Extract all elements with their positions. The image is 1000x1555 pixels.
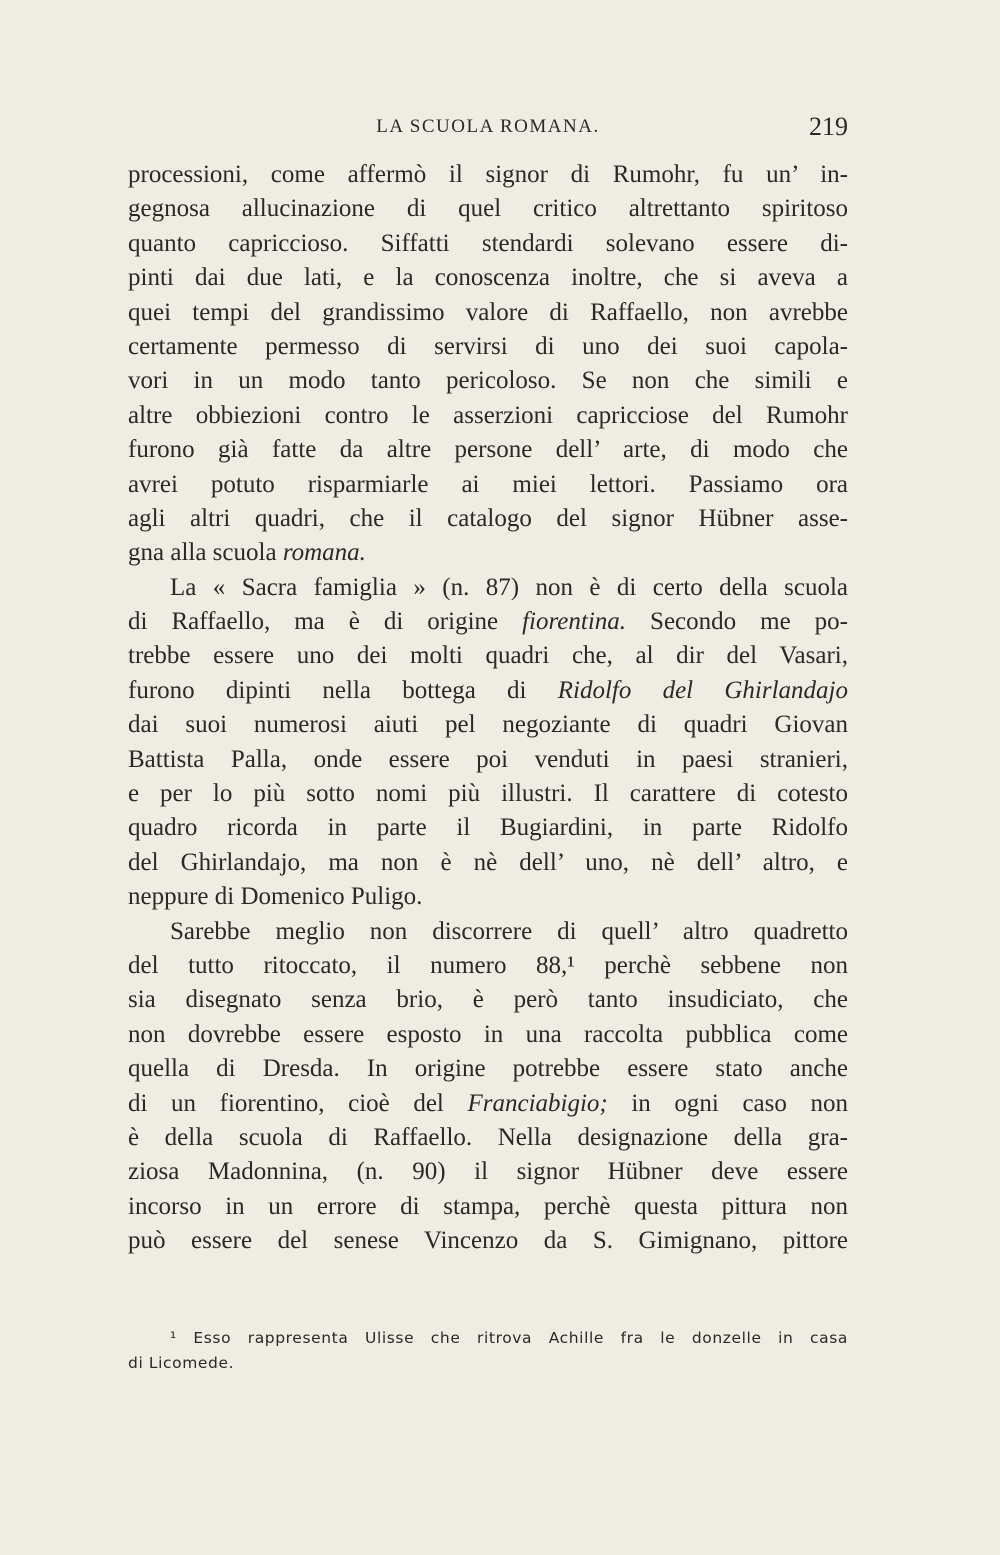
text-run: di Raffaello, ma è di origine	[128, 608, 523, 636]
text-line: è della scuola di Raffaello. Nella designazione della gra-	[128, 1123, 848, 1151]
text-line	[128, 674, 848, 708]
text-line: dai suoi numerosi aiuti pel negoziante di quadri Giovan	[128, 711, 848, 739]
body-text	[128, 158, 848, 1259]
text-line: trebbe essere uno dei molti quadri che, al dir del Vasari,	[128, 642, 848, 670]
text-line: quanto capriccioso. Siffatti stendardi solevano essere di-	[128, 229, 848, 257]
text-line: certamente permesso di servirsi di uno dei suoi capola-	[128, 332, 848, 360]
page-number: 219	[809, 112, 848, 141]
page-header	[128, 112, 848, 148]
footnote-line: di Licomede.	[128, 1354, 235, 1372]
text-line: non dovrebbe essere esposto in una raccolta pubblica come	[128, 1020, 848, 1048]
text-line: sia disegnato senza brio, è però tanto insudiciato, che	[128, 986, 848, 1014]
text-run: di un fiorentino, cioè del	[128, 1089, 468, 1117]
italic-text: fiorentina.	[522, 608, 627, 636]
text-run: furono dipinti nella bottega di	[128, 676, 558, 704]
text-line: La « Sacra famiglia » (n. 87) non è di certo della scuola	[170, 573, 848, 601]
text-line: furono già fatte da altre persone dell’ arte, di modo che	[128, 436, 848, 464]
text-line: avrei potuto risparmiarle ai miei lettori. Passiamo ora	[128, 470, 848, 498]
text-line: vori in un modo tanto pericoloso. Se non che simili e	[128, 367, 848, 395]
text-line: e per lo più sotto nomi più illustri. Il carattere di cotesto	[128, 780, 848, 808]
footnote	[128, 1326, 848, 1376]
text-line: Battista Palla, onde essere poi venduti in paesi stranieri,	[128, 745, 848, 773]
text-line	[128, 1087, 848, 1121]
text-line: quadro ricorda in parte il Bugiardini, in parte Ridolfo	[128, 814, 848, 842]
text-line: incorso in un errore di stampa, perchè questa pittura non	[128, 1192, 848, 1220]
text-line: del tutto ritoccato, il numero 88,¹ perchè sebbene non	[128, 951, 848, 979]
text-run: Secondo me po-	[626, 608, 848, 636]
text-line	[128, 605, 848, 639]
text-line: agli altri quadri, che il catalogo del signor Hübner asse-	[128, 504, 848, 532]
italic-text: Ridolfo del Ghirlandajo	[557, 676, 848, 704]
text-run: in ogni caso non	[607, 1089, 848, 1117]
text-line: Sarebbe meglio non discorrere di quell’ altro quadretto	[170, 917, 848, 945]
text-line: del Ghirlandajo, ma non è nè dell’ uno, nè dell’ altro, e	[128, 848, 848, 876]
text-line: può essere del senese Vincenzo da S. Gimignano, pittore	[128, 1227, 848, 1255]
text-line: neppure di Domenico Puligo.	[128, 883, 423, 911]
text-run: gna alla scuola	[128, 539, 283, 567]
text-line: processioni, come affermò il signor di Rumohr, fu un’ in-	[128, 161, 848, 188]
text-line: altre obbiezioni contro le asserzioni capricciose del Rumohr	[128, 401, 848, 429]
text-line: ziosa Madonnina, (n. 90) il signor Hübner deve essere	[128, 1158, 848, 1186]
footnote-line: ¹ Esso rappresenta Ulisse che ritrova Achille fra le donzelle in casa	[170, 1329, 848, 1347]
text-line: quei tempi del grandissimo valore di Raffaello, non avrebbe	[128, 298, 848, 326]
italic-text: romana.	[282, 539, 366, 567]
running-head: LA SCUOLA ROMANA.	[376, 116, 600, 137]
text-line	[128, 536, 848, 570]
text-line: gegnosa allucinazione di quel critico altrettanto spiritoso	[128, 195, 848, 223]
italic-text: Franciabigio;	[467, 1089, 608, 1117]
text-line: quella di Dresda. In origine potrebbe essere stato anche	[128, 1055, 848, 1083]
text-line: pinti dai due lati, e la conoscenza inoltre, che si aveva a	[128, 264, 848, 292]
